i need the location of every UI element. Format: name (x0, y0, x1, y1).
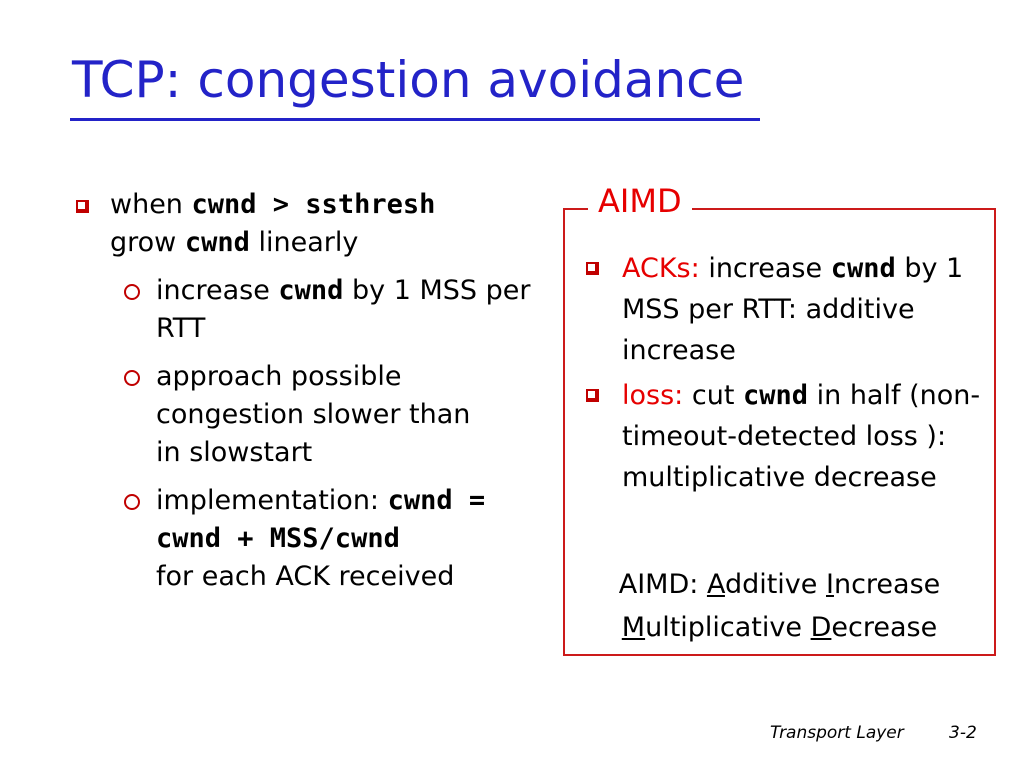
footer-page-number: 3-2 (949, 723, 977, 743)
initial-d: D (810, 612, 832, 643)
circle-bullet-icon (124, 494, 140, 510)
text: by 1 MSS per RTT (156, 275, 531, 344)
code: cwnd (278, 275, 344, 306)
list-item (76, 482, 546, 596)
text: AIMD: (618, 569, 699, 600)
square-bullet-icon (76, 200, 89, 213)
text: linearly (258, 227, 359, 258)
code: cwnd (743, 380, 809, 411)
circle-bullet-icon (124, 370, 140, 386)
text: ncrease (833, 569, 941, 600)
page-title: TCP: congestion avoidance (72, 51, 745, 109)
list-item (76, 272, 546, 348)
text: when (110, 189, 183, 220)
text: implementation: (156, 485, 380, 516)
text: increase (708, 253, 823, 284)
initial-m: M (621, 612, 646, 643)
footer-section: Transport Layer (770, 723, 904, 743)
text: for each ACK received (156, 561, 455, 592)
aimd-definition (565, 563, 994, 649)
text: cut (691, 380, 735, 411)
initial-a: A (706, 569, 725, 600)
text: approach possible congestion slower than in slowstart (156, 361, 471, 468)
code: cwnd > ssthresh (191, 189, 436, 220)
list-item (76, 358, 476, 472)
square-bullet-icon (586, 262, 599, 275)
left-bullets (76, 186, 546, 596)
label: loss: (622, 380, 684, 411)
label: ACKs: (622, 253, 700, 284)
code: cwnd = cwnd + MSS/cwnd (156, 485, 486, 554)
aimd-bullets (586, 248, 994, 502)
text: by 1 MSS per RTT: additive increase (622, 253, 964, 366)
text: increase (156, 275, 270, 306)
text: ecrease (831, 612, 938, 643)
text: in half (non-timeout-detected loss ): multiplicative decrease (622, 380, 981, 493)
circle-bullet-icon (124, 284, 140, 300)
list-item (76, 186, 546, 262)
square-bullet-icon (586, 389, 599, 402)
text: ultiplicative (645, 612, 802, 643)
title-underline (70, 118, 760, 121)
list-item (586, 248, 994, 371)
initial-i: I (826, 569, 834, 600)
code: cwnd (184, 227, 250, 258)
code: cwnd (830, 253, 896, 284)
text: dditive (724, 569, 818, 600)
text: grow (110, 227, 177, 258)
aimd-box-title: AIMD (588, 182, 692, 220)
list-item (586, 375, 994, 498)
